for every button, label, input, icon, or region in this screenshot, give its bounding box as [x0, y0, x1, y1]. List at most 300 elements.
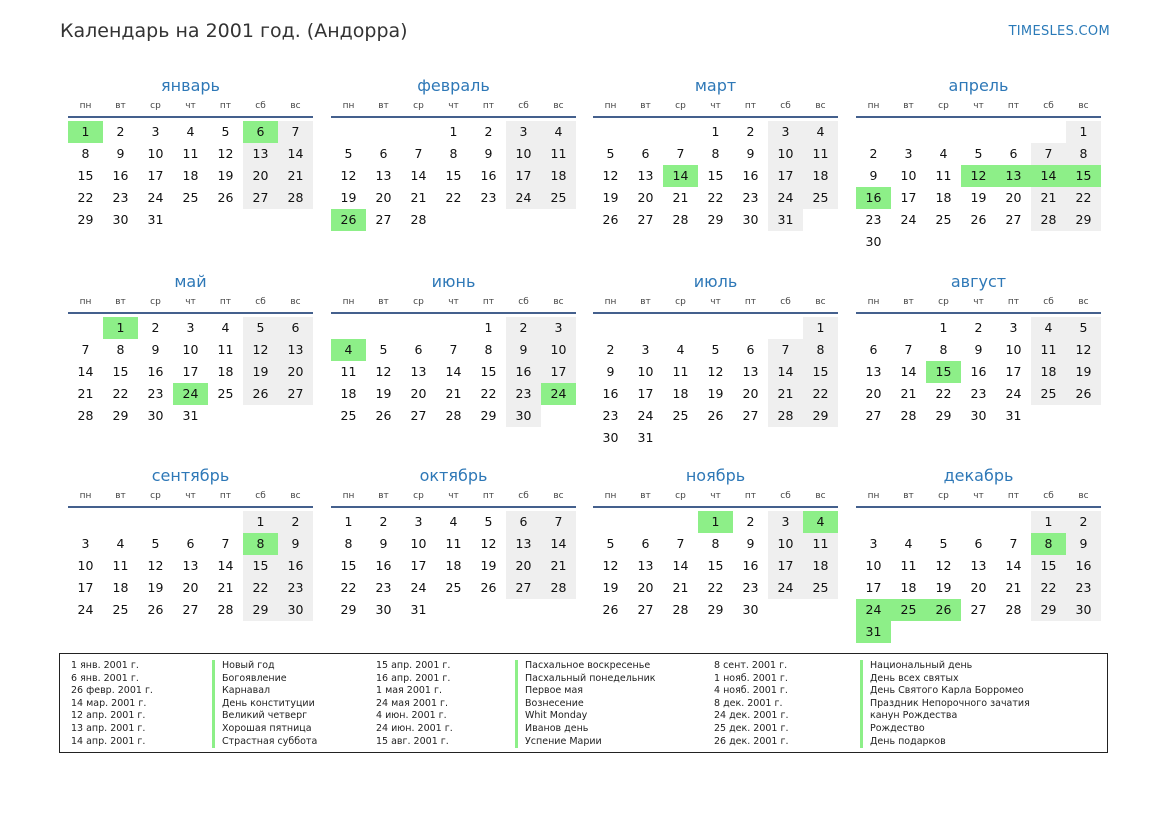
month-divider [593, 116, 838, 118]
day-cell: 18 [541, 165, 576, 187]
day-cell: 9 [746, 146, 755, 161]
weekday-header: вс [1078, 101, 1089, 111]
day-cell: 4 [541, 121, 576, 143]
day-cell: 4 [449, 514, 458, 529]
day-cell: 20 [742, 386, 759, 401]
day-cell: 17 [506, 165, 541, 187]
day-cell: 20 [637, 190, 654, 205]
day-cell: 23 [480, 190, 497, 205]
day-cell: 24 [1005, 386, 1022, 401]
day-cell: 11 [935, 168, 952, 183]
day-cell: 31 [182, 408, 199, 423]
legend-names [515, 660, 656, 748]
day-cell: 12 [480, 536, 497, 551]
holiday-name: Национальный день [860, 660, 1030, 673]
holiday-day: 16 [856, 187, 891, 209]
day-cell: 5 [606, 146, 615, 161]
weekday-header: сб [780, 491, 791, 501]
weekday-header: ср [938, 297, 949, 307]
day-cell: 7 [541, 511, 576, 533]
day-cell: 5 [221, 124, 230, 139]
day-cell: 30 [506, 405, 541, 427]
day-cell: 11 [112, 558, 129, 573]
month-divider [856, 506, 1101, 508]
day-cell: 5 [243, 317, 278, 339]
day-cell: 15 [445, 168, 462, 183]
day-cell: 18 [935, 190, 952, 205]
weekday-header: вс [553, 101, 564, 111]
day-cell: 30 [865, 234, 882, 249]
weekday-header: вт [903, 101, 914, 111]
day-cell: 5 [711, 342, 720, 357]
weekday-header: пн [867, 491, 880, 501]
holiday-date: 14 апр. 2001 г. [71, 735, 146, 747]
day-cell: 13 [637, 168, 654, 183]
day-cell: 11 [541, 143, 576, 165]
day-cell: 22 [77, 190, 94, 205]
month-divider [68, 116, 313, 118]
day-cell: 20 [243, 165, 278, 187]
month-name: февраль [417, 76, 490, 95]
day-cell: 16 [742, 558, 759, 573]
day-cell: 27 [1005, 212, 1022, 227]
day-cell: 18 [182, 168, 199, 183]
weekday-header: пн [79, 297, 92, 307]
day-cell: 21 [1031, 187, 1066, 209]
day-cell: 12 [935, 558, 952, 573]
day-cell: 27 [375, 212, 392, 227]
day-cell: 30 [375, 602, 392, 617]
holiday-name: Великий четверг [212, 710, 317, 723]
month-name: июль [693, 272, 738, 291]
day-cell: 29 [77, 212, 94, 227]
day-cell: 11 [445, 536, 462, 551]
weekday-header: ср [150, 297, 161, 307]
holiday-day: 24 [541, 383, 576, 405]
day-cell: 19 [707, 386, 724, 401]
holiday-day: 12 [961, 165, 996, 187]
day-cell: 27 [506, 577, 541, 599]
month-name: сентябрь [151, 466, 230, 485]
day-cell: 6 [746, 342, 755, 357]
day-cell: 14 [541, 533, 576, 555]
weekday-header: чт [973, 491, 984, 501]
day-cell: 2 [379, 514, 388, 529]
day-cell: 28 [445, 408, 462, 423]
holiday-name: Пасхальный понедельник [515, 673, 656, 686]
day-cell: 1 [939, 320, 948, 335]
day-cell: 21 [672, 190, 689, 205]
weekday-header: пт [482, 491, 495, 501]
day-cell: 10 [768, 143, 803, 165]
weekday-header: сб [255, 297, 266, 307]
holiday-name: канун Рождества [860, 710, 1030, 723]
day-cell: 19 [935, 580, 952, 595]
day-cell: 17 [182, 364, 199, 379]
day-cell: 30 [1066, 599, 1101, 621]
legend-dates [714, 660, 789, 748]
day-cell: 4 [221, 320, 230, 335]
day-cell: 11 [900, 558, 917, 573]
day-cell: 22 [1066, 187, 1101, 209]
day-cell: 15 [803, 361, 838, 383]
day-cell: 23 [278, 577, 313, 599]
day-cell: 23 [506, 383, 541, 405]
day-cell: 10 [1005, 342, 1022, 357]
day-cell: 9 [379, 536, 388, 551]
day-cell: 24 [637, 408, 654, 423]
weekday-header: пт [1007, 491, 1020, 501]
day-cell: 17 [865, 580, 882, 595]
day-cell: 8 [711, 146, 720, 161]
day-cell: 28 [410, 212, 427, 227]
day-cell: 25 [803, 187, 838, 209]
holiday-name: Рождество [860, 723, 1030, 736]
day-cell: 9 [151, 342, 160, 357]
day-cell: 8 [1066, 143, 1101, 165]
holiday-name: День всех святых [860, 673, 1030, 686]
weekday-header: пн [867, 101, 880, 111]
day-cell: 10 [182, 342, 199, 357]
day-cell: 31 [410, 602, 427, 617]
weekday-header: вт [378, 297, 389, 307]
day-cell: 31 [637, 430, 654, 445]
day-cell: 17 [768, 165, 803, 187]
weekday-header: чт [710, 101, 721, 111]
day-cell: 27 [637, 602, 654, 617]
day-cell: 24 [506, 187, 541, 209]
day-cell: 13 [506, 533, 541, 555]
day-cell: 6 [974, 536, 983, 551]
weekday-header: ср [413, 101, 424, 111]
day-cell: 21 [672, 580, 689, 595]
weekday-header: пн [79, 101, 92, 111]
day-cell: 29 [707, 602, 724, 617]
day-cell: 6 [1009, 146, 1018, 161]
weekday-header: вс [290, 297, 301, 307]
month-divider [331, 116, 576, 118]
day-cell: 12 [602, 168, 619, 183]
day-cell: 21 [445, 386, 462, 401]
day-cell: 14 [445, 364, 462, 379]
holiday-name: День конституции [212, 698, 317, 711]
weekday-header: сб [518, 101, 529, 111]
day-cell: 6 [641, 146, 650, 161]
day-cell: 3 [768, 511, 803, 533]
day-cell: 20 [865, 386, 882, 401]
day-cell: 16 [602, 386, 619, 401]
holiday-day: 26 [926, 599, 961, 621]
day-cell: 18 [340, 386, 357, 401]
day-cell: 18 [445, 558, 462, 573]
holiday-date: 1 мая 2001 г. [376, 685, 442, 697]
day-cell: 15 [243, 555, 278, 577]
holiday-name: Праздник Непорочного зачатия [860, 698, 1030, 711]
holiday-date: 24 июн. 2001 г. [376, 722, 453, 734]
weekday-header: ср [413, 491, 424, 501]
day-cell: 6 [641, 536, 650, 551]
day-cell: 8 [939, 342, 948, 357]
day-cell: 14 [278, 143, 313, 165]
day-cell: 22 [803, 383, 838, 405]
day-cell: 15 [1031, 555, 1066, 577]
day-cell: 14 [900, 364, 917, 379]
day-cell: 24 [77, 602, 94, 617]
day-cell: 3 [541, 317, 576, 339]
weekday-header: вс [1078, 491, 1089, 501]
day-cell: 13 [970, 558, 987, 573]
day-cell: 2 [869, 146, 878, 161]
day-cell: 26 [217, 190, 234, 205]
weekday-header: пн [604, 491, 617, 501]
holiday-name: Первое мая [515, 685, 656, 698]
month-name: ноябрь [685, 466, 746, 485]
day-cell: 25 [803, 577, 838, 599]
month-name: декабрь [943, 466, 1014, 485]
day-cell: 8 [484, 342, 493, 357]
day-cell: 25 [112, 602, 129, 617]
holiday-day: 24 [173, 383, 208, 405]
day-cell: 30 [970, 408, 987, 423]
weekday-header: вт [378, 491, 389, 501]
weekday-header: ср [150, 491, 161, 501]
holiday-day: 14 [663, 165, 698, 187]
month-name: май [174, 272, 207, 291]
holiday-date: 1 нояб. 2001 г. [714, 672, 788, 684]
holiday-name: День подарков [860, 736, 1030, 749]
holiday-day: 24 [856, 599, 891, 621]
day-cell: 3 [151, 124, 160, 139]
day-cell: 27 [410, 408, 427, 423]
day-cell: 6 [379, 146, 388, 161]
day-cell: 13 [182, 558, 199, 573]
day-cell: 3 [641, 342, 650, 357]
day-cell: 12 [147, 558, 164, 573]
holiday-day: 31 [856, 621, 891, 643]
holiday-date: 8 дек. 2001 г. [714, 697, 783, 709]
weekday-header: пн [342, 101, 355, 111]
day-cell: 23 [1066, 577, 1101, 599]
day-cell: 7 [278, 121, 313, 143]
weekday-header: вс [553, 491, 564, 501]
day-cell: 25 [541, 187, 576, 209]
day-cell: 5 [939, 536, 948, 551]
day-cell: 23 [602, 408, 619, 423]
day-cell: 26 [1066, 383, 1101, 405]
weekday-header: пн [79, 491, 92, 501]
day-cell: 1 [243, 511, 278, 533]
day-cell: 7 [676, 536, 685, 551]
day-cell: 22 [707, 190, 724, 205]
day-cell: 24 [768, 577, 803, 599]
day-cell: 30 [742, 212, 759, 227]
day-cell: 15 [707, 558, 724, 573]
day-cell: 2 [746, 514, 755, 529]
day-cell: 20 [182, 580, 199, 595]
day-cell: 3 [869, 536, 878, 551]
weekday-header: пт [744, 491, 757, 501]
day-cell: 19 [1066, 361, 1101, 383]
day-cell: 13 [410, 364, 427, 379]
day-cell: 5 [344, 146, 353, 161]
weekday-header: вт [903, 491, 914, 501]
day-cell: 25 [445, 580, 462, 595]
day-cell: 11 [217, 342, 234, 357]
holiday-date: 26 февр. 2001 г. [71, 685, 153, 697]
holiday-day: 4 [331, 339, 366, 361]
day-cell: 21 [1005, 580, 1022, 595]
day-cell: 25 [935, 212, 952, 227]
day-cell: 23 [147, 386, 164, 401]
month-divider [593, 506, 838, 508]
weekday-header: чт [185, 297, 196, 307]
day-cell: 20 [1005, 190, 1022, 205]
weekday-header: ср [413, 297, 424, 307]
day-cell: 27 [243, 187, 278, 209]
weekday-header: чт [448, 101, 459, 111]
day-cell: 12 [217, 146, 234, 161]
day-cell: 14 [410, 168, 427, 183]
day-cell: 21 [410, 190, 427, 205]
weekday-header: ср [675, 491, 686, 501]
weekday-header: пт [482, 297, 495, 307]
day-cell: 29 [112, 408, 129, 423]
day-cell: 9 [606, 364, 615, 379]
weekday-header: вс [290, 101, 301, 111]
month-divider [331, 312, 576, 314]
day-cell: 3 [904, 146, 913, 161]
day-cell: 13 [243, 143, 278, 165]
day-cell: 4 [676, 342, 685, 357]
holiday-day: 1 [698, 511, 733, 533]
day-cell: 28 [672, 212, 689, 227]
holiday-name: Страстная суббота [212, 736, 317, 749]
day-cell: 28 [541, 577, 576, 599]
month-divider [856, 312, 1101, 314]
day-cell: 29 [1066, 209, 1101, 231]
legend-names [212, 660, 317, 748]
day-cell: 14 [77, 364, 94, 379]
day-cell: 17 [1005, 364, 1022, 379]
weekday-header: вт [640, 101, 651, 111]
day-cell: 13 [375, 168, 392, 183]
day-cell: 17 [77, 580, 94, 595]
day-cell: 9 [278, 533, 313, 555]
day-cell: 21 [217, 580, 234, 595]
day-cell: 4 [1031, 317, 1066, 339]
day-cell: 16 [742, 168, 759, 183]
holiday-day: 26 [331, 209, 366, 231]
day-cell: 18 [900, 580, 917, 595]
day-cell: 26 [602, 212, 619, 227]
holiday-day: 8 [1031, 533, 1066, 555]
holiday-date: 25 дек. 2001 г. [714, 722, 789, 734]
day-cell: 28 [1031, 209, 1066, 231]
weekday-header: вс [553, 297, 564, 307]
weekday-header: пн [342, 297, 355, 307]
day-cell: 29 [803, 405, 838, 427]
weekday-header: ср [150, 101, 161, 111]
day-cell: 26 [243, 383, 278, 405]
day-cell: 19 [602, 190, 619, 205]
weekday-header: вс [815, 101, 826, 111]
month-name: январь [161, 76, 220, 95]
holiday-day: 15 [926, 361, 961, 383]
day-cell: 28 [77, 408, 94, 423]
day-cell: 22 [112, 386, 129, 401]
month-name: март [694, 76, 737, 95]
holiday-name: Хорошая пятница [212, 723, 317, 736]
day-cell: 24 [410, 580, 427, 595]
day-cell: 20 [506, 555, 541, 577]
day-cell: 1 [803, 317, 838, 339]
day-cell: 25 [340, 408, 357, 423]
holiday-day: 15 [1066, 165, 1101, 187]
day-cell: 3 [81, 536, 90, 551]
day-cell: 16 [147, 364, 164, 379]
day-cell: 18 [1031, 361, 1066, 383]
day-cell: 8 [803, 339, 838, 361]
day-cell: 5 [974, 146, 983, 161]
site-link[interactable]: TIMESLES.COM [1008, 24, 1110, 39]
day-cell: 14 [217, 558, 234, 573]
day-cell: 9 [869, 168, 878, 183]
month-name: июнь [431, 272, 476, 291]
day-cell: 16 [375, 558, 392, 573]
day-cell: 27 [865, 408, 882, 423]
holiday-day: 1 [68, 121, 103, 143]
weekday-header: ср [675, 101, 686, 111]
day-cell: 14 [1005, 558, 1022, 573]
day-cell: 7 [768, 339, 803, 361]
weekday-header: сб [255, 101, 266, 111]
holiday-day: 6 [243, 121, 278, 143]
day-cell: 25 [672, 408, 689, 423]
month-divider [68, 506, 313, 508]
day-cell: 15 [77, 168, 94, 183]
holiday-day: 4 [803, 511, 838, 533]
day-cell: 8 [344, 536, 353, 551]
holiday-name: Богоявление [212, 673, 317, 686]
day-cell: 4 [939, 146, 948, 161]
day-cell: 23 [375, 580, 392, 595]
day-cell: 18 [112, 580, 129, 595]
day-cell: 2 [278, 511, 313, 533]
day-cell: 2 [1066, 511, 1101, 533]
day-cell: 27 [278, 383, 313, 405]
day-cell: 11 [1031, 339, 1066, 361]
weekday-header: вс [290, 491, 301, 501]
day-cell: 2 [606, 342, 615, 357]
day-cell: 23 [742, 190, 759, 205]
day-cell: 2 [746, 124, 755, 139]
day-cell: 7 [1031, 143, 1066, 165]
day-cell: 22 [707, 580, 724, 595]
day-cell: 21 [278, 165, 313, 187]
holiday-date: 24 дек. 2001 г. [714, 710, 789, 722]
holiday-day: 1 [103, 317, 138, 339]
day-cell: 26 [970, 212, 987, 227]
day-cell: 8 [81, 146, 90, 161]
day-cell: 9 [1066, 533, 1101, 555]
day-cell: 2 [974, 320, 983, 335]
day-cell: 12 [243, 339, 278, 361]
weekday-header: пт [219, 297, 232, 307]
day-cell: 5 [379, 342, 388, 357]
day-cell: 10 [541, 339, 576, 361]
day-cell: 7 [1009, 536, 1018, 551]
weekday-header: пт [744, 297, 757, 307]
